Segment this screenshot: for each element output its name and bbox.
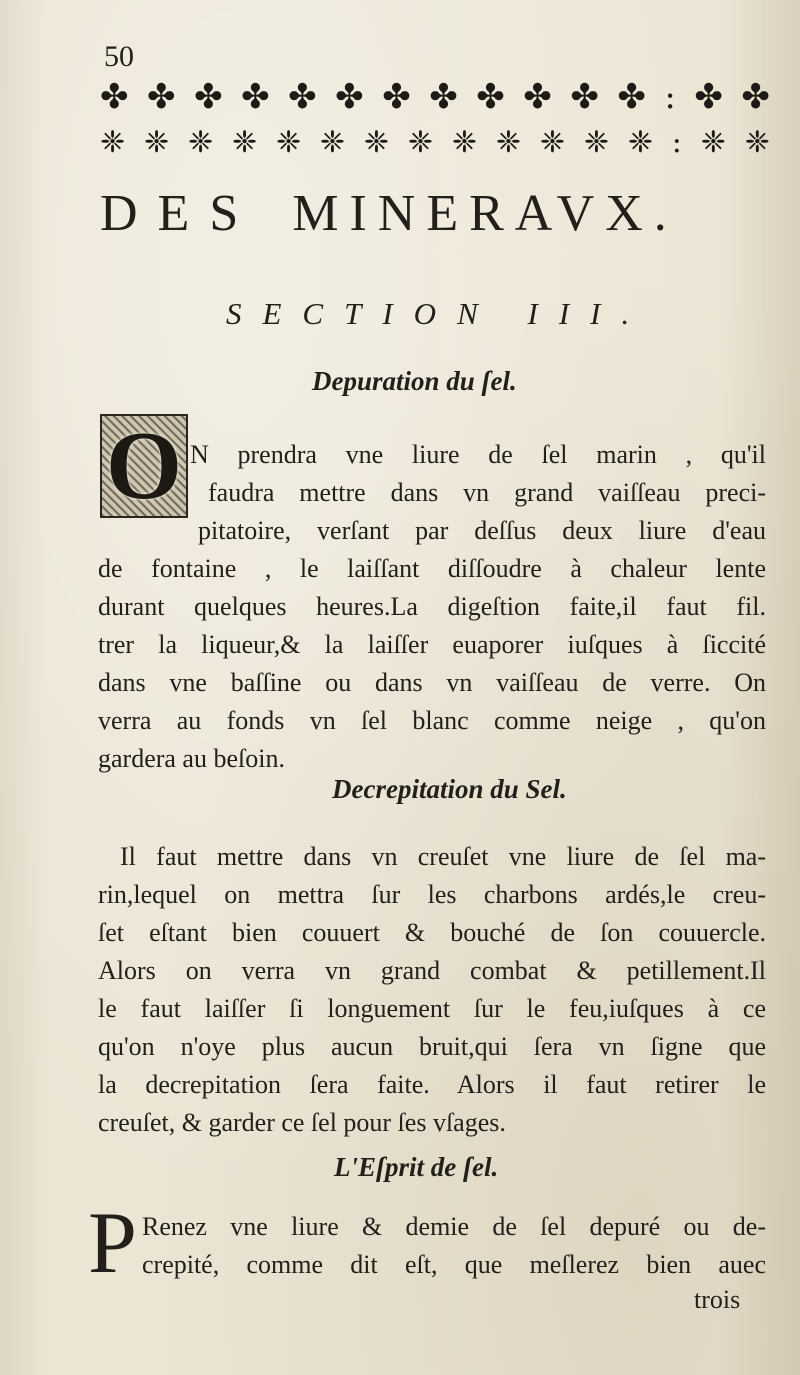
- text-line: le faut laiſſer ſi longuement ſur le feu,iuſques à ce: [98, 994, 766, 1023]
- fleuron-icon: ✤: [147, 77, 176, 117]
- ornament-band-bottom: [100, 125, 770, 160]
- text-line: de fontaine , le laiſſant diſſoudre à chaleur lente: [98, 554, 766, 583]
- subheading-depuration: Depuration du ſel.: [312, 366, 517, 396]
- text-line: dans vne baſſine ou dans vn vaiſſeau de verre. On: [98, 668, 766, 697]
- running-title-word-2: MINERAVX.: [292, 185, 678, 242]
- fleuron-icon: ❈: [495, 125, 521, 160]
- text-line: qu'on n'oye plus aucun bruit,qui ſera vn ſigne que: [98, 1032, 766, 1061]
- text-line: Alors on verra vn grand combat & petillement.Il: [98, 956, 766, 985]
- fleuron-icon: ✤: [241, 77, 270, 117]
- fleuron-icon: ✤: [429, 77, 458, 117]
- fleuron-icon: ❈: [700, 125, 726, 160]
- fleuron-icon: ❈: [744, 125, 770, 160]
- fleuron-icon: ✤: [617, 77, 646, 117]
- fleuron-icon: ✤: [523, 77, 552, 117]
- ornament-separator: :: [664, 77, 676, 117]
- fleuron-icon: ✤: [694, 77, 723, 117]
- fleuron-icon: ❈: [100, 125, 126, 160]
- text-line: crepité, comme dit eſt, que meſlerez bien auec: [142, 1250, 766, 1279]
- text-line: creuſet, & garder ce ſel pour ſes vſages.: [98, 1108, 506, 1137]
- decorated-initial: [100, 414, 188, 518]
- text-line: rin,lequel on mettra ſur les charbons ardés,le creu-: [98, 880, 766, 909]
- text-line: faudra mettre dans vn grand vaiſſeau preci-: [208, 478, 766, 507]
- fleuron-icon: ✤: [570, 77, 599, 117]
- text-line: Il faut mettre dans vn creuſet vne liure de ſel ma-: [120, 842, 766, 871]
- text-line: N prendra vne liure de ſel marin , qu'il: [190, 440, 766, 469]
- text-line: ſet eſtant bien couuert & bouché de ſon couuercle.: [98, 918, 766, 947]
- fleuron-icon: ✤: [741, 77, 770, 117]
- fleuron-icon: ❈: [451, 125, 478, 160]
- ornament-band-top: [100, 77, 770, 117]
- text-line: pitatoire, verſant par deſſus deux liure d'eau: [198, 516, 766, 545]
- page-number: 50: [104, 40, 134, 73]
- text-line: verra au fonds vn ſel blanc comme neige , qu'on: [98, 706, 766, 735]
- text-line: trer la liqueur,& la laiſſer euaporer iuſques à ſiccité: [98, 630, 766, 659]
- text-line: durant quelques heures.La digeſtion faite,il faut fil.: [98, 592, 766, 621]
- subheading-decrepitation: Decrepitation du Sel.: [332, 774, 567, 804]
- fleuron-icon: ✤: [100, 77, 129, 117]
- running-title: [100, 184, 780, 243]
- fleuron-icon: ✤: [382, 77, 411, 117]
- fleuron-icon: ✤: [335, 77, 364, 117]
- fleuron-icon: ❈: [187, 125, 214, 160]
- section-title: SECTION III.: [226, 296, 651, 331]
- fleuron-icon: ❈: [627, 125, 653, 160]
- fleuron-icon: ❈: [275, 125, 302, 160]
- running-title-word-1: DES: [100, 185, 259, 242]
- fleuron-icon: ✤: [476, 77, 505, 117]
- catchword: trois: [694, 1285, 741, 1314]
- ornament-separator: :: [671, 125, 682, 160]
- fleuron-icon: ❈: [319, 125, 346, 160]
- fleuron-icon: ✤: [288, 77, 317, 117]
- decorated-initial-letter: O: [105, 412, 183, 520]
- subheading-esprit-de-sel: L'Eſprit de ſel.: [334, 1152, 499, 1182]
- fleuron-icon: ❈: [539, 125, 565, 160]
- fleuron-icon: ❈: [363, 125, 390, 160]
- fleuron-icon: ❈: [143, 125, 170, 160]
- text-line: gardera au beſoin.: [98, 744, 285, 773]
- text-line: la decrepitation ſera faite. Alors il faut retirer le: [98, 1070, 766, 1099]
- fleuron-icon: ✤: [194, 77, 223, 117]
- fleuron-icon: ❈: [583, 125, 609, 160]
- text-line: Renez vne liure & demie de ſel depuré ou de-: [142, 1212, 766, 1241]
- fleuron-icon: ❈: [231, 125, 258, 160]
- fleuron-icon: ❈: [407, 125, 434, 160]
- drop-cap-letter: P: [88, 1195, 137, 1292]
